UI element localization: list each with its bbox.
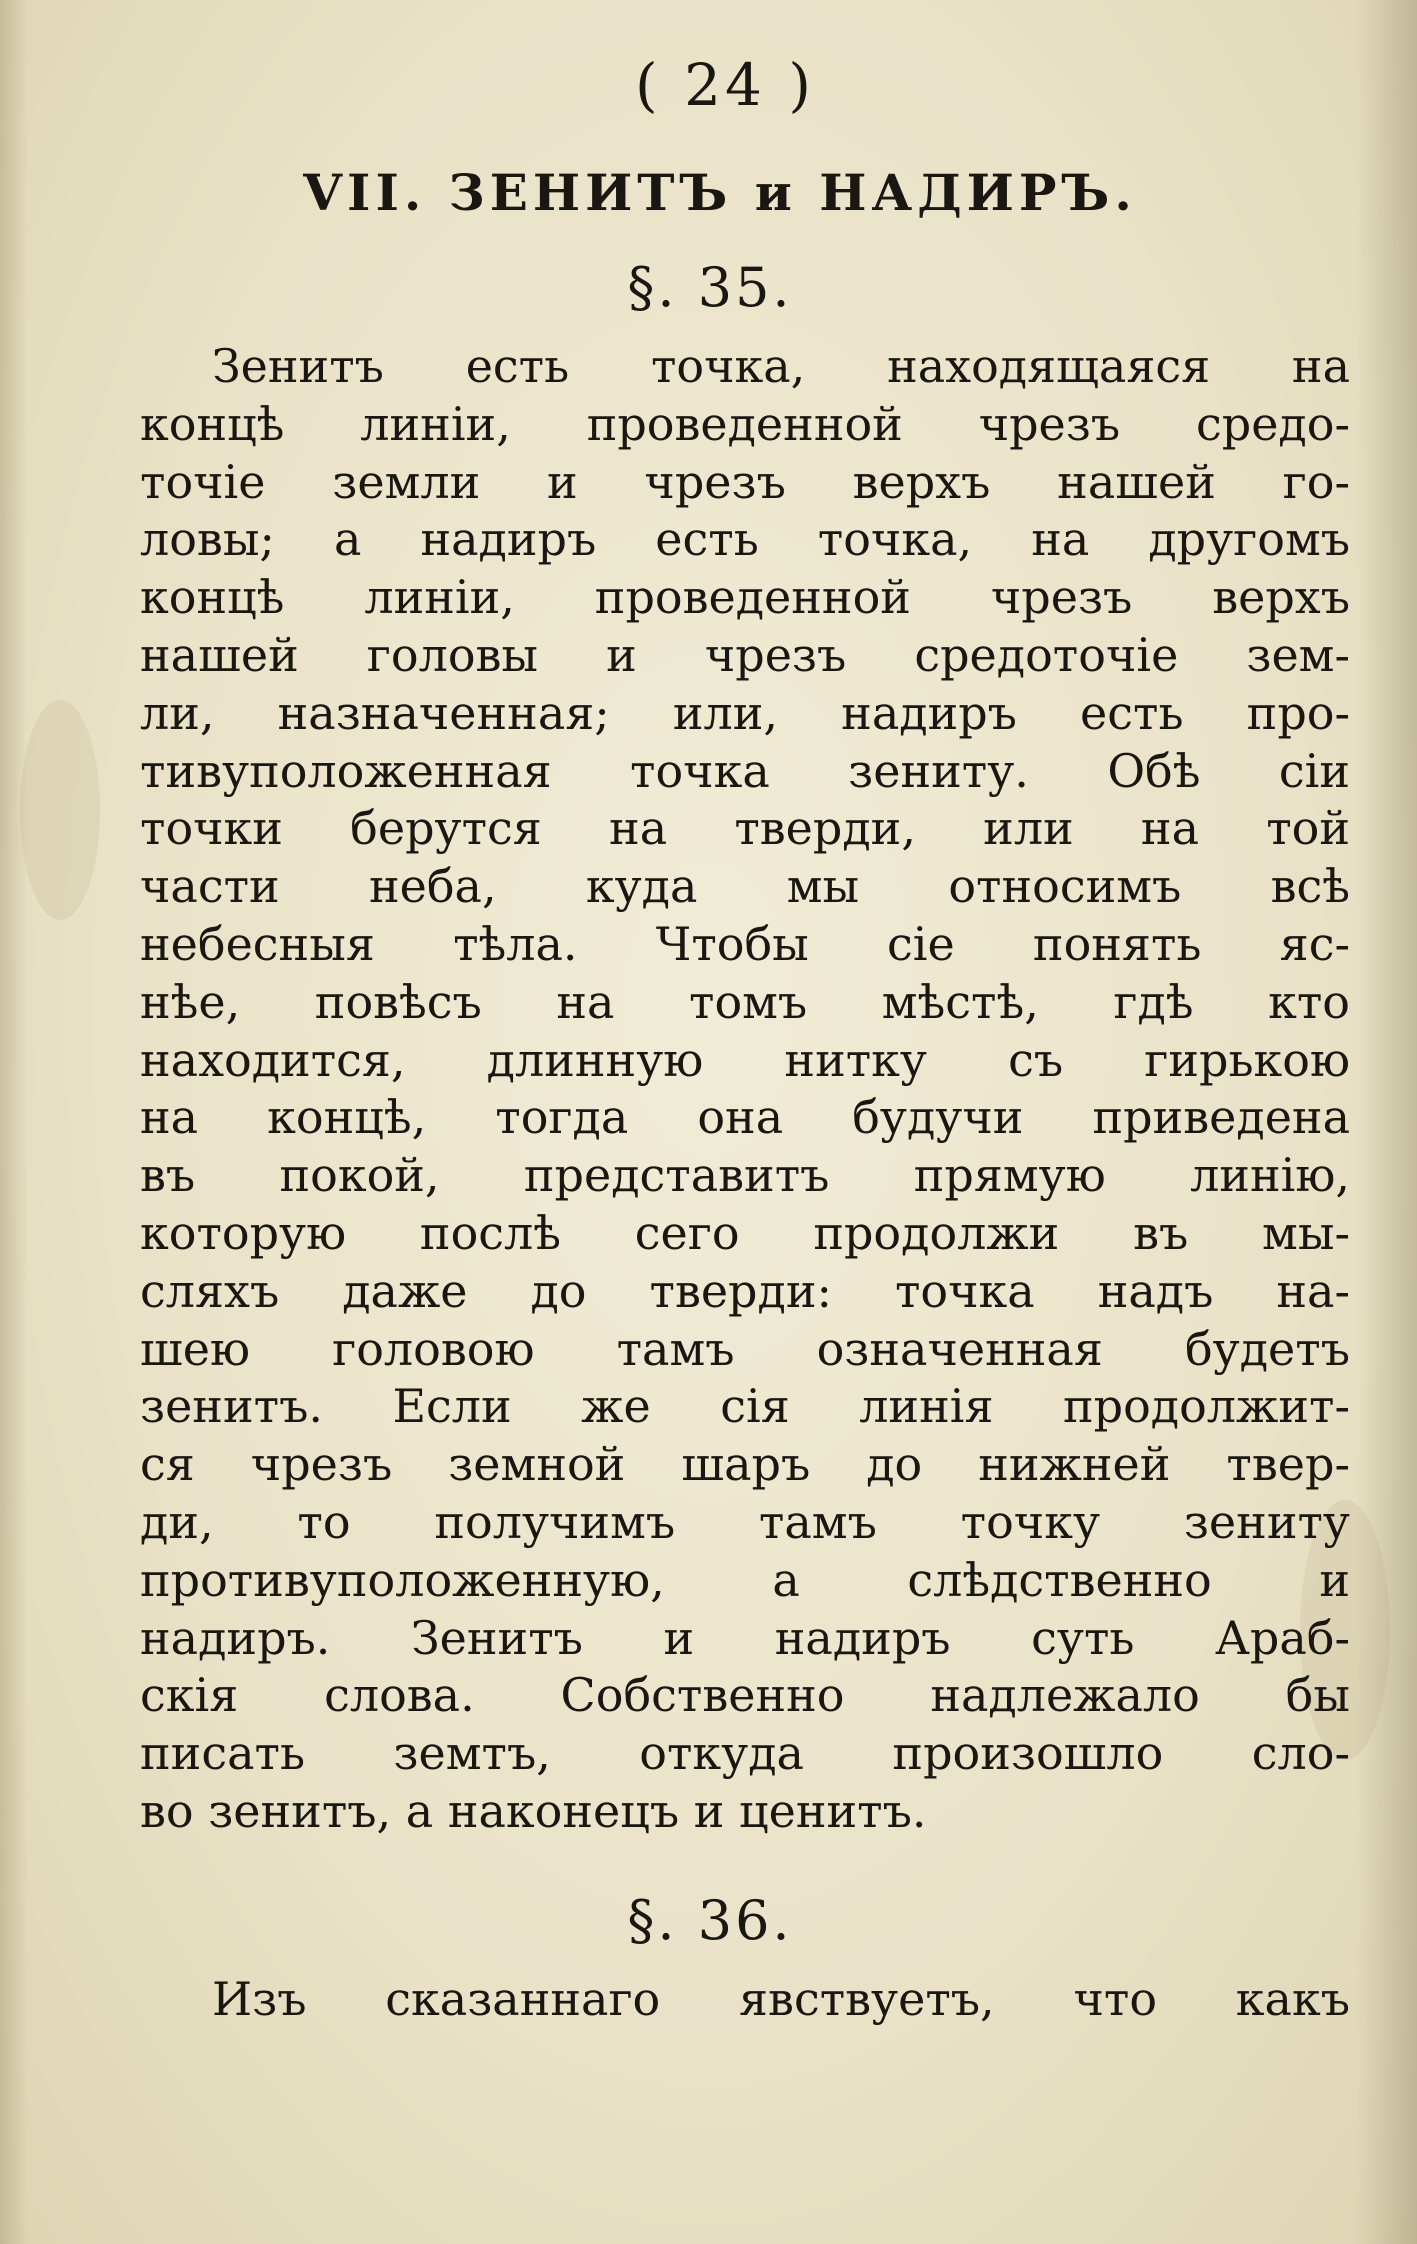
text-line: концѣ линіи, проведенной чрезъ верхъ: [140, 570, 1350, 625]
text-line: шею головою тамъ означенная будетъ: [140, 1321, 1350, 1376]
page-right-edge-shadow: [1357, 0, 1417, 2244]
text-line: противуположенную, а слѣдственно и: [140, 1552, 1350, 1607]
text-line: нѣе, повѣсъ на томъ мѣстѣ, гдѣ кто: [140, 974, 1350, 1029]
text-line: зенитъ. Если же сія линія продолжит-: [140, 1379, 1350, 1434]
text-line: скія слова. Собственно надлежало бы: [140, 1668, 1350, 1723]
page-left-edge-shadow: [0, 0, 28, 2244]
text-line: находится, длинную нитку съ гирькою: [140, 1032, 1350, 1087]
paragraph-36: [140, 1971, 1350, 2029]
section-heading-36: §. 36.: [627, 1888, 793, 1952]
spacer: [140, 1841, 1350, 1881]
text-line: на концѣ, тогда она будучи приведена: [140, 1090, 1350, 1145]
paragraph-35: [140, 338, 1350, 1841]
text-line: концѣ линіи, проведенной чрезъ средо-: [140, 396, 1350, 451]
text-line: Зенитъ есть точка, находящаяся на: [212, 339, 1350, 393]
text-line: Изъ сказаннаго явствуетъ, что какъ: [212, 1971, 1350, 2026]
text-line: надиръ. Зенитъ и надиръ суть Араб-: [140, 1610, 1350, 1665]
text-line: точки берутся на тверди, или на той: [140, 801, 1350, 856]
text-line: нашей головы и чрезъ средоточіе зем-: [140, 627, 1350, 682]
text-line: писать земтъ, откуда произошло сло-: [140, 1726, 1350, 1781]
text-line: ди, то получимъ тамъ точку зениту: [140, 1494, 1350, 1549]
text-line: сляхъ даже до тверди: точка надъ на-: [140, 1263, 1350, 1318]
paper-stain: [20, 700, 100, 920]
text-line: части неба, куда мы относимъ всѣ: [140, 859, 1350, 914]
section-heading-35: §. 35.: [627, 256, 793, 319]
page-number: ( 24 ): [635, 51, 815, 119]
chapter-heading: VII. ЗЕНИТЪ и НАДИРЪ.: [303, 163, 1137, 222]
text-line: тивуположенная точка зениту. Обѣ сіи: [140, 743, 1350, 798]
text-line: во зенитъ, а наконецъ и ценитъ.: [140, 1783, 927, 1838]
text-line: точіе земли и чрезъ верхъ нашей го-: [140, 454, 1350, 509]
text-line: которую послѣ сего продолжи въ мы-: [140, 1205, 1350, 1260]
text-block: [140, 40, 1350, 2029]
text-line: ли, назначенная; или, надиръ есть про-: [140, 685, 1350, 740]
text-line: небесныя тѣла. Чтобы сіе понять яс-: [140, 916, 1350, 971]
text-line: ся чрезъ земной шаръ до нижней твер-: [140, 1437, 1350, 1492]
text-line: въ покой, представитъ прямую линію,: [140, 1148, 1350, 1203]
text-line: ловы; а надиръ есть точка, на другомъ: [140, 512, 1350, 567]
